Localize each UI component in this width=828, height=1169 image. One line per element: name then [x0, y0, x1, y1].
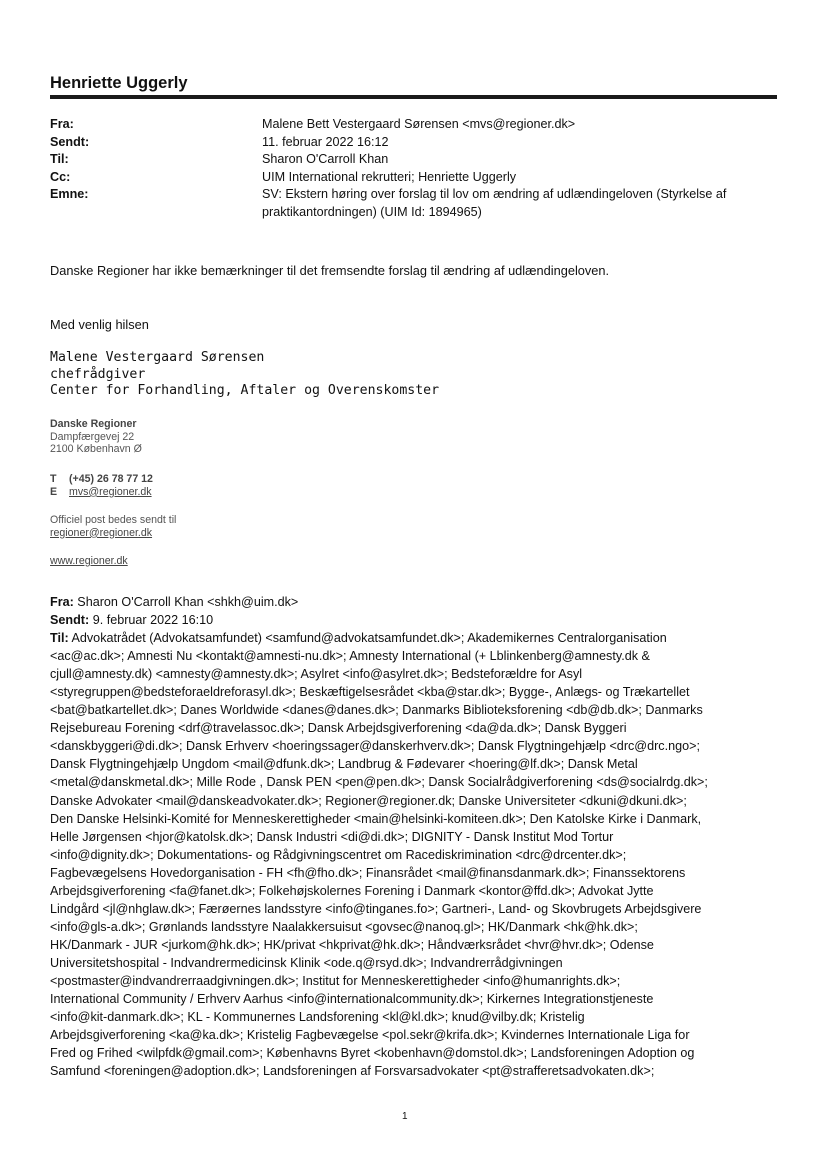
organisation-name: Danske Regioner [50, 418, 137, 430]
recipient-line: <styregruppen@bedsteforaeldreforasyl.dk>; Beskæftigelsesrådet <kba@star.dk>; Bygge-, Anlægs- og Trækartellet [50, 685, 690, 700]
recipient-line: Arbejdsgiverforening <fa@fanet.dk>; Folkehøjskolernes Forening i Danmark <kontor@ffd.dk>; Advokat Jytte [50, 883, 654, 898]
recipient-line: Rejsebureau Forening <drf@travelassoc.dk>; Dansk Arbejdsgiverforening <da@da.dk>; Dansk Byggeri [50, 721, 627, 736]
document-owner-name: Henriette Uggerly [50, 74, 188, 92]
header-label: Til: [50, 152, 69, 167]
address-line-1: Dampfærgevej 22 [50, 430, 135, 443]
header-value: 11. februar 2022 16:12 [262, 134, 389, 149]
post-note: Officiel post bedes sendt til [50, 514, 177, 526]
website-block [50, 555, 128, 568]
recipient-line: <metal@danskmetal.dk>; Mille Rode , Dansk PEN <pen@pen.dk>; Dansk Socialrådgiverforening <ds@socialrdg.dk>; [50, 775, 708, 790]
header-row-to [50, 151, 780, 169]
recipient-line: Samfund <foreningen@adoption.dk>; Landsforeningen af Forsvarsadvokater <pt@strafferetsadvokaten.dk>; [50, 1064, 655, 1079]
forwarded-sent-label: Sendt: [50, 613, 90, 628]
header-value: Sharon O'Carroll Khan [262, 152, 389, 167]
email-link[interactable]: mvs@regioner.dk [69, 485, 152, 498]
header-row-cc [50, 169, 780, 187]
signature-name: Malene Vestergaard Sørensen [50, 350, 265, 365]
greeting: Med venlig hilsen [50, 317, 149, 332]
phone-number: (+45) 26 78 77 12 [69, 473, 153, 485]
post-note-block [50, 514, 176, 539]
recipient-line: Fred og Frihed <wilpfdk@gmail.com>; Københavns Byret <kobenhavn@domstol.dk>; Landsforeningen Adoption og [50, 1046, 695, 1061]
email-header-block [50, 116, 780, 222]
recipient-line: cjull@amnesty.dk) <amnesty@amnesty.dk>; Asylret <info@asylret.dk>; Bedsteforældre for Asyl [50, 667, 583, 682]
forwarded-from-label: Fra: [50, 595, 74, 609]
forwarded-from-value: Sharon O'Carroll Khan <shkh@uim.dk> [77, 595, 299, 609]
email-key: E [50, 485, 58, 498]
email-line [50, 486, 153, 499]
recipient-line: Fagbevægelsens Hovedorganisation - FH <fh@fho.dk>; Finansrådet <mail@finansdanmark.dk>; Finanssektorens [50, 865, 686, 880]
recipient-line: Lindgård <jl@nhglaw.dk>; Færøernes landsstyre <info@tinganes.fo>; Gartneri-, Land- og Skovbrugets Arbejdsgivere [50, 901, 702, 916]
website-link[interactable]: www.regioner.dk [50, 555, 128, 567]
recipient-line: Universitetshospital - Indvandrermedicinsk Klinik <ode.q@rsyd.dk>; Indvandrerrådgivningen [50, 955, 563, 970]
page-number: 1 [402, 1111, 408, 1122]
contact-block [50, 473, 153, 498]
forwarded-sent-value: 9. februar 2022 16:10 [92, 613, 214, 628]
recipient-line: <ac@ac.dk>; Amnesti Nu <kontakt@amnesti-nu.dk>; Amnesty International (+ Lblinkenberg@amnesty.dk & [50, 649, 650, 664]
recipient-line [50, 629, 780, 647]
recipient-line: <bat@batkartellet.dk>; Danes Worldwide <danes@danes.dk>; Danmarks Biblioteksforening <db@db.dk>; Danmarks [50, 703, 703, 718]
recipient-line: <info@kit-danmark.dk>; KL - Kommunernes Landsforening <kl@kl.dk>; knud@vilby.dk; Kristelig [50, 1010, 585, 1025]
phone-line [50, 473, 153, 486]
recipient-line: HK/Danmark - JUR <jurkom@hk.dk>; HK/privat <hkprivat@hk.dk>; Håndværksrådet <hvr@hvr.dk>; Odense [50, 937, 654, 952]
forwarded-from-line [50, 593, 780, 611]
forwarded-message [50, 593, 780, 1080]
forwarded-recipient-list [50, 629, 780, 1080]
address-line-2: 2100 København Ø [50, 443, 142, 456]
recipient-line: Helle Jørgensen <hjor@katolsk.dk>; Dansk Industri <di@di.dk>; DIGNITY - Dansk Institut Mod Tortur [50, 829, 614, 844]
recipient-line: Danske Advokater <mail@danskeadvokater.dk>; Regioner@regioner.dk; Danske Universiteter <dkuni@dkuni.dk>; [50, 793, 687, 808]
organisation-block [50, 418, 142, 456]
recipient-text: Advokatrådet (Advokatsamfundet) <samfund@advokatsamfundet.dk>; Akademikernes Centralorganisation [71, 631, 667, 646]
recipient-line: <postmaster@indvandrerraadgivningen.dk>; Institut for Menneskerettigheder <info@humanrights.dk>; [50, 973, 621, 988]
header-row-sent [50, 134, 780, 152]
recipient-line: International Community / Erhverv Aarhus <info@internationalcommunity.dk>; Kirkernes Integrationstjeneste [50, 992, 654, 1007]
signature-block [50, 350, 439, 400]
header-value: UIM International rekrutteri; Henriette Uggerly [262, 169, 517, 184]
header-rule [50, 95, 777, 99]
recipient-line: Den Danske Helsinki-Komité for Menneskerettigheder <main@helsinki-komiteen.dk>; Den Katolske Kirke i Danmark, [50, 811, 702, 826]
header-value: Malene Bett Vestergaard Sørensen <mvs@regioner.dk> [262, 117, 576, 131]
phone-key: T [50, 473, 57, 485]
header-row-from [50, 116, 780, 134]
message-body: Danske Regioner har ikke bemærkninger til det fremsendte forslag til ændring af udlændingeloven. [50, 263, 610, 278]
recipient-line: Arbejdsgiverforening <ka@ka.dk>; Kristelig Fagbevægelse <pol.sekr@krifa.dk>; Kvindernes Internationale Liga for [50, 1028, 690, 1043]
header-row-subject [50, 186, 780, 221]
signature-department: Center for Forhandling, Aftaler og Overenskomster [50, 383, 440, 399]
recipient-line: <info@gls-a.dk>; Grønlands landsstyre Naalakkersuisut <govsec@nanoq.gl>; HK/Danmark <hk@hk.dk>; [50, 919, 638, 934]
header-label: Sendt: [50, 134, 90, 149]
header-value: SV: Ekstern høring over forslag til lov om ændring af udlændingeloven (Styrkelse af praktikantordningen) (UIM Id: 1894965) [262, 187, 727, 219]
recipient-line: <info@dignity.dk>; Dokumentations- og Rådgivningscentret om Racediskrimination <drc@drcenter.dk>; [50, 847, 627, 862]
recipient-line: Dansk Flygtningehjælp Ungdom <mail@dfunk.dk>; Landbrug & Fødevarer <hoering@lf.dk>; Dansk Metal [50, 757, 638, 772]
header-label: Cc: [50, 169, 71, 184]
forwarded-to-label: Til: [50, 631, 69, 646]
recipient-line: <danskbyggeri@di.dk>; Dansk Erhverv <hoeringssager@danskerhverv.dk>; Dansk Flygtningehjælp <drc@drc.ngo>; [50, 739, 700, 754]
signature-title: chefrådgiver [50, 366, 146, 382]
forwarded-sent-line [50, 611, 780, 629]
header-label: Fra: [50, 117, 74, 131]
header-label: Emne: [50, 187, 89, 202]
post-email-link[interactable]: regioner@regioner.dk [50, 526, 153, 539]
